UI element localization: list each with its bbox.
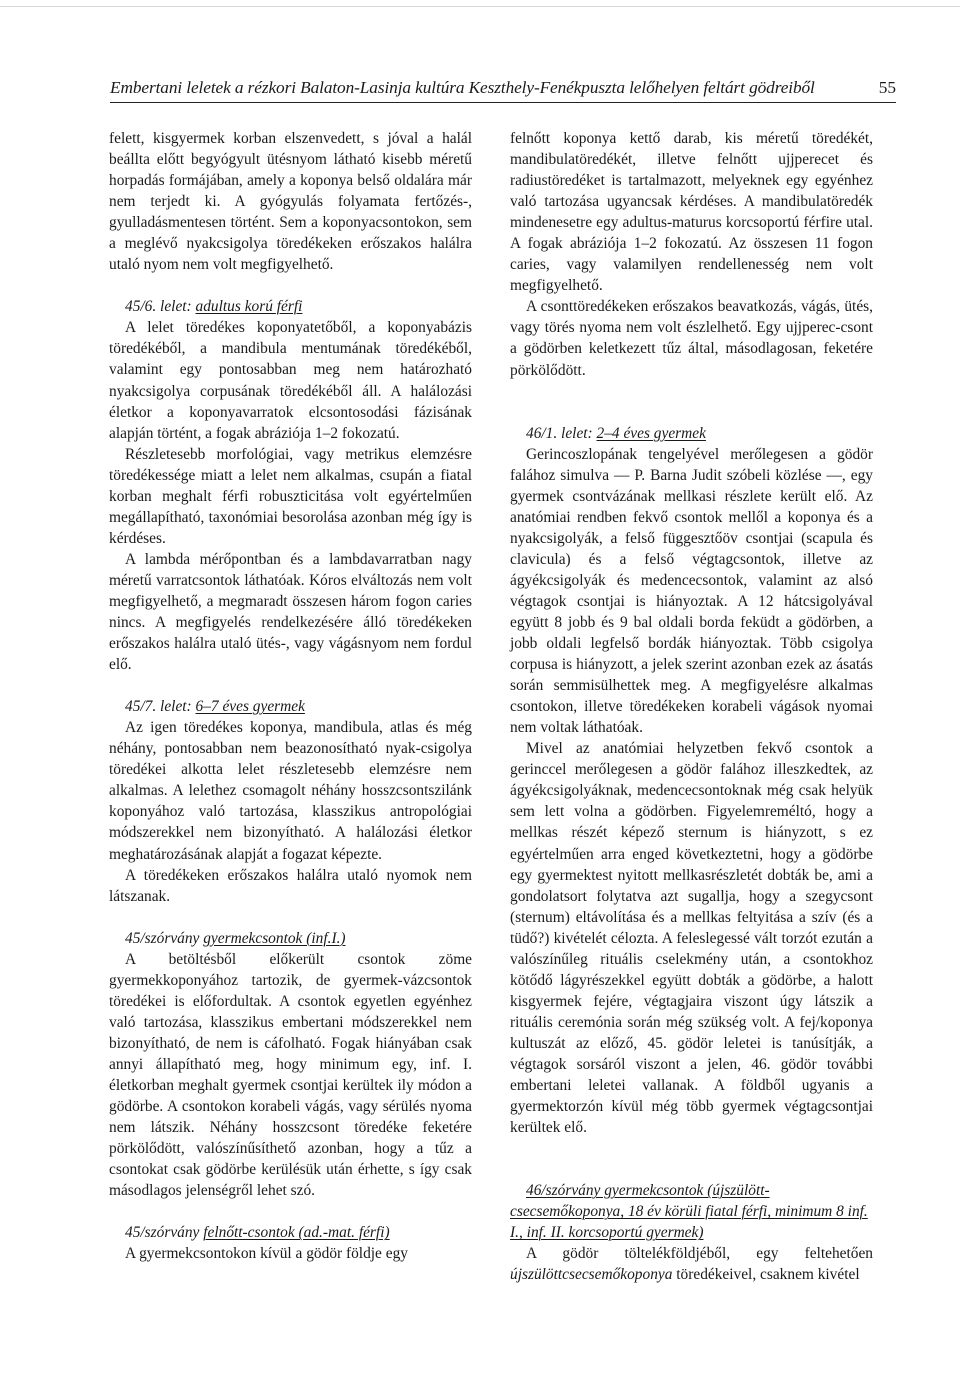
italic-term: újszülöttcsecsemőkoponya: [510, 1266, 673, 1284]
paragraph: A lelet töredékes koponyatetőből, a koponyabázis töredékéből, a mandibula mentumának töredékéből, valamint egy pontosabban meg nem határozható nyakcsigolya corpusának töredékéből áll. A halálozási életkor a koponyavarratok elcsontosodási fázisának alapján történt, a fogak abráziója 1–2 fokozatú.: [109, 319, 472, 442]
section-heading-46-szorvany: [510, 1180, 873, 1243]
heading-number: 46/1. lelet:: [526, 424, 597, 442]
paragraph: A gyermekcsontokon kívül a gödör földje egy: [125, 1245, 408, 1263]
running-header: [110, 78, 896, 103]
paragraph: A betöltésből előkerült csontok zöme gyermekkoponyához tartozik, de gyermek-vázcsontok töredékei is előfordultak. A csontok egyetlen egyénhez való tartozása, klasszikus embertani módszerekkel nem bizonyítható, de nem is cáfolható. Fogak hiányában csak annyi állapítható meg, hogy minimum egy, inf. I. életkorban meghalt gyermek csontjai kerültek ily módon a gödörbe. A csontokon korabeli vágás, vagy sérülés nyoma nem látszik. Néhány hosszcsont töredéke feketére pörkölődött, valószínűsíthető azonban, hogy a tűz a csontokat csak gödörbe kerülésük után érhette, s így csak másodlagos jelenségről lehet szó.: [109, 950, 472, 1200]
running-title: Embertani leletek a rézkori Balaton-Lasinja kultúra Keszthely-Fenékpuszta lelőhelyen feltárt gödreiből: [110, 78, 815, 97]
section-heading-45-6: [109, 296, 472, 317]
right-column: [510, 128, 873, 1285]
heading-number: 45/szórvány: [125, 929, 204, 947]
section-heading-45-7: [109, 696, 472, 717]
paragraph: felett, kisgyermek korban elszenvedett, s jóval a halál beállta előtt begyógyult ütésnyom látható kisebb méretű horpadás formájában, amely a koponya belső oldalára már nem terjedt ki. A gyógyulás folyamata fertőzés-, gyulladásmentesen történt. Sem a koponyacsontokon, sem a meglévő nyakcsigolya töredékeken erőszakos halálra utaló nyom nem volt megfigyelhető.: [109, 130, 472, 274]
section-heading-46-1: [510, 423, 873, 444]
heading-number: 45/6. lelet:: [125, 298, 196, 316]
heading-text: 46/szórvány gyermekcsontok (újszülött-csecsemőkoponya, 18 év körüli fiatal férfi, minimum 8 inf. I., inf. II. korcsoportú gyermek): [510, 1182, 868, 1242]
paragraph-part: töredékeivel, csaknem kivétel: [672, 1266, 860, 1284]
heading-number: 45/szórvány: [125, 1224, 204, 1242]
heading-number: 45/7. lelet:: [125, 698, 196, 716]
heading-text: gyermekcsontok (inf.I.): [203, 929, 346, 947]
page-top-rule: [0, 6, 960, 7]
heading-text: adultus korú férfi: [195, 298, 303, 316]
paragraph: Az igen töredékes koponya, mandibula, atlas és még néhány, pontosabban nem beazonosítható nyak-csigolya töredékei alkotta lelet részletesebb elemzésre nem alkalmas. A lelethez csomagolt néhány hosszcsontszilánk koponyához való tartozása, klasszikus antropológiai módszerekkel nem bizonyítható. A halálozási életkor meghatározásának alapját a fogazat képezte.: [109, 719, 472, 863]
paragraph: [510, 1243, 873, 1285]
heading-text: 2–4 éves gyermek: [596, 424, 706, 442]
paragraph-part: A gödör töltelékföldjéből, egy feltehetően: [526, 1245, 873, 1263]
paragraph: A csonttöredékeken erőszakos beavatkozás, vágás, ütés, vagy törés nyoma nem volt észlelhető. Egy ujjperec-csont a gödörben keletkezett tűz által, másodlagosan, feketére pörkölődött.: [510, 298, 873, 379]
page-number: 55: [878, 78, 896, 97]
paragraph: A töredékeken erőszakos halálra utaló nyomok nem látszanak.: [109, 866, 472, 905]
section-heading-45-szorvany-1: [109, 928, 472, 949]
paragraph: A lambda mérőpontban és a lambdavarratban nagy méretű varratcsontok láthatóak. Kóros elváltozás nem volt megfigyelhető, a megmaradt összesen három fogon caries nincs. A megfigyelés rendelkezésére álló töredékeken erőszakos halálra utaló ütés-, vagy vágásnyom nem fordul elő.: [109, 550, 472, 674]
paragraph: Részletesebb morfológiai, vagy metrikus elemzésre töredékessége miatt a lelet nem alkalmas, csupán a fiatal korban meghalt férfi robuszticitása volt egyértelműen megállapítható, taxonómiai besorolása azonban még így is kérdéses.: [109, 445, 472, 547]
section-heading-45-szorvany-2: [109, 1222, 472, 1243]
left-column: [109, 128, 472, 1264]
heading-text: 6–7 éves gyermek: [195, 698, 305, 716]
paragraph: felnőtt koponya kettő darab, kis méretű töredékét, mandibulatöredékét, illetve felnőtt ujjperecet és radiustöredéket is tartalmazott, melyeknek egy egyénhez való tartozása ugyancsak kérdéses. A mandibulatöredék mindenesetre egy adultus-maturus korcsoportú férfire utal. A fogak abráziója 1–2 fokozatú. Az összesen 11 fogon caries, vagy valamilyen rendellenesség nem volt megfigyelhető.: [510, 130, 873, 295]
paragraph: Mivel az anatómiai helyzetben fekvő csontok a gerinccel merőlegesen a gödör falához illeszkedtek, az ágyékcsigolyáknak, medencecsontoknak még csak helyük sem lett volna a gödörben. Figyelemreméltó, hogy a mellkas részét képező sternum is hiányzott, s ez egyértelműen arra enged következtetni, hogy a gödörbe egy gyermektest nyitott mellkasrészletét dobták be, ami a gondolatsort folytatva azt sugallja, hogy a szegycsont (sternum) eltávolítása és a mellkas feltyitása a szív (és a tüdő?) kivételét célozta. A feleslegessé vált torzót ezután a valószínűleg rituális cselekmény után, a csontokhoz kötődő lágyrészekkel együtt dobták a gödörbe, a halott kisgyermek fejére, végtagjaira viszont úgy látszik a rituális ceremónia során még szükség volt. A fej/koponya kultuszát az előző, 45. gödör leletei is tanúsítják, a végtagok sorsáról viszont a jelen, 46. gödör további embertani leletei vallanak. A földből ugyanis a gyermektorzón kívül még több gyermek végtagcsontjai kerültek elő.: [510, 740, 873, 1137]
paragraph: Gerincoszlopának tengelyével merőlegesen a gödör falához simulva — P. Barna Judit szóbeli közlése —, egy gyermek csontvázának mellkasi részlete került elő. Az anatómiai rendben fekvő csontok mellől a koponya és a nyakcsigolyák, a felső függesztőöv csontjai (scapula és clavicula) és a felső végtagcsontok, illetve az ágyékcsigolyák és medencecsontok, valamint az alsó végtagok csontjai is hiányoztak. A 12 hátcsigolyával együtt 8 jobb és 9 bal oldali borda feküdt a gödörben, a jobb oldali legfelső bordák hiányoztak. Több csigolya corpusa is hiányzott, a jelek szerint azonban ezek az ásatás során semmisülhettek meg. A megfigyelésre alkalmas csontokon, illetve töredékeken korabeli vágások nyomai nem voltak láthatóak.: [510, 445, 873, 737]
heading-text: felnőtt-csontok (ad.-mat. férfi): [203, 1224, 390, 1242]
